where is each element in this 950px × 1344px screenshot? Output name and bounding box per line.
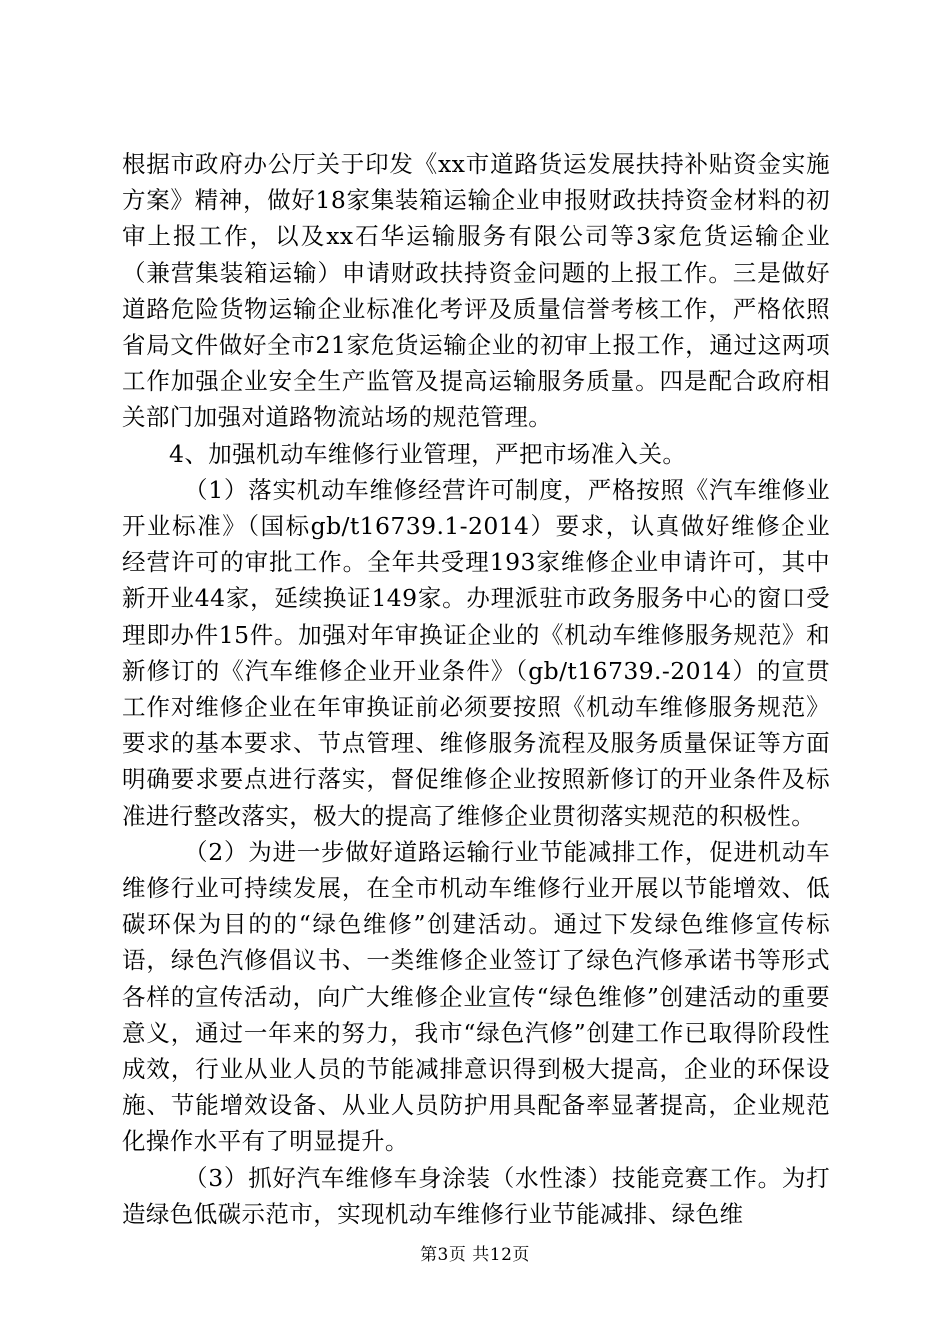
paragraph-item-2: （2）为进一步做好道路运输行业节能减排工作，促进机动车维修行业可持续发展，在全市机动车维修行业开展以节能增效、低碳环保为目的的“绿色维修”创建活动。通过下发绿色维修宣传标语，绿色汽修倡议书、一类维修企业签订了绿色汽修承诺书等形式各样的宣传活动，向广大维修企业宣传“绿色维修”创建活动的重要意义，通过一年来的努力，我市“绿色汽修”创建工作已取得阶段性成效，行业从业人员的节能减排意识得到极大提高，企业的环保设施、节能增效设备、从业人员防护用具配备率显著提高，企业规范化操作水平有了明显提升。 [122,837,830,1156]
paragraph-continuation: 根据市政府办公厅关于印发《xx市道路货运发展扶持补贴资金实施方案》精神，做好18家集装箱运输企业申报财政扶持资金材料的初审上报工作，以及xx石华运输服务有限公司等3家危货运输企业（兼营集装箱运输）申请财政扶持资金问题的上报工作。三是做好道路危险货物运输企业标准化考评及质量信誉考核工作，严格依照省局文件做好全市21家危货运输企业的初审上报工作，通过这两项工作加强企业安全生产监管及提高运输服务质量。四是配合政府相关部门加强对道路物流站场的规范管理。 [122,150,830,432]
paragraph-item-3: （3）抓好汽车维修车身涂装（水性漆）技能竞赛工作。为打造绿色低碳示范市，实现机动车维修行业节能减排、绿色维 [122,1163,830,1228]
paragraph-item-1: （1）落实机动车维修经营许可制度，严格按照《汽车维修业开业标准》（国标gb/t16739.1-2014）要求，认真做好维修企业经营许可的审批工作。全年共受理193家维修企业申请许可，其中新开业44家，延续换证149家。办理派驻市政务服务中心的窗口受理即办件15件。加强对年审换证企业的《机动车维修服务规范》和新修订的《汽车维修企业开业条件》（gb/t16739.-2014）的宣贯工作对维修企业在年审换证前必须要按照《机动车维修服务规范》要求的基本要求、节点管理、维修服务流程及服务质量保证等方面明确要求要点进行落实，督促维修企业按照新修订的开业条件及标准进行整改落实，极大的提高了维修企业贯彻落实规范的积极性。 [122,475,830,830]
paragraph-section-heading: 4、加强机动车维修行业管理，严把市场准入关。 [169,439,687,468]
document-body [122,146,830,1232]
page-number-footer: 第3页 共12页 [420,1245,530,1265]
